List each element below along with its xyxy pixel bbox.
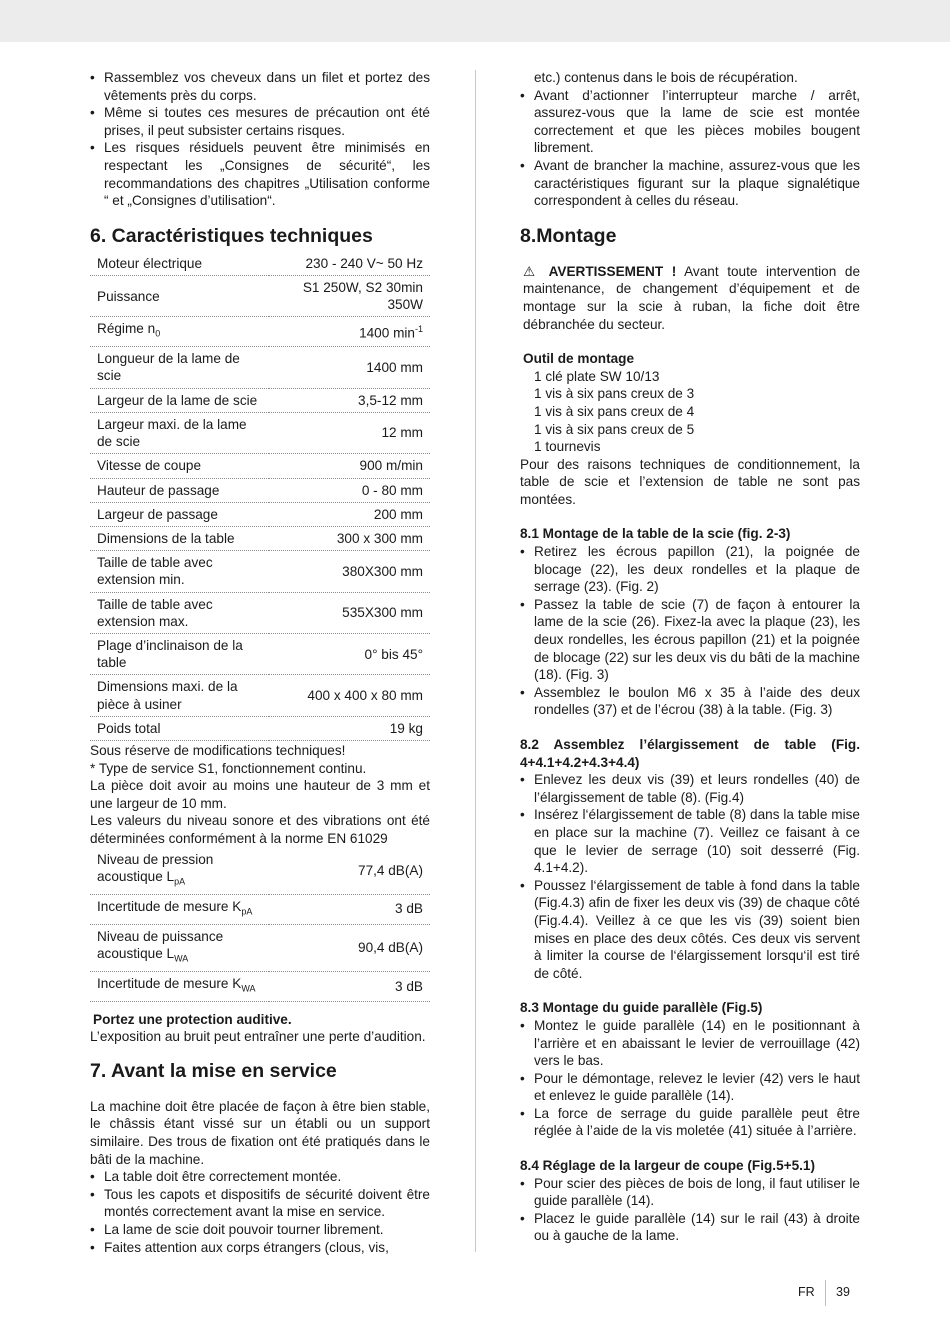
list-item: • La table doit être correctement montée. <box>90 1168 430 1186</box>
spec-label-text: Régime n <box>97 321 156 337</box>
table-row <box>90 252 430 276</box>
table-row <box>90 675 430 716</box>
spec-value: S1 250W, S2 30min 350W <box>269 275 430 316</box>
spec-label: Vitesse de coupe <box>90 454 269 478</box>
list-item: • Avant de brancher la machine, assurez-vous que les caractéristiques figurant sur la plaque signalétique correspondent à celles du réseau. <box>520 157 860 210</box>
section-7-title: 7. Avant la mise en service <box>90 1059 337 1082</box>
list-item: • Montez le guide parallèle (14) en le positionnant à l’arrière et en abaissant le levier de verrouillage (42) vers le bas. <box>520 1017 860 1070</box>
noise-label-text: Niveau de puissance acoustique L <box>97 928 224 961</box>
right-column <box>520 69 860 1245</box>
list-item: 1 vis à six pans creux de 4 <box>534 403 695 419</box>
spec-value <box>269 317 430 347</box>
spec-value: 0 - 80 mm <box>269 478 430 502</box>
spec-value: 900 m/min <box>269 454 430 478</box>
spec-label <box>90 317 269 347</box>
warning-text: Avant toute intervention de maintenance, de changement d’équipement et de montage sur la scie à ruban, la fiche doit être débranchée du secteur. <box>523 263 861 332</box>
tools-title: Outil de montage <box>523 351 635 367</box>
spec-value: 19 kg <box>269 716 430 740</box>
list-item: • La lame de scie doit pouvoir tourner librement. <box>90 1221 430 1239</box>
spec-label: Taille de table avec extension min. <box>90 551 269 592</box>
list-item: • Enlevez les deux vis (39) et leurs rondelles (40) de l’élargissement de table (8). (Fig.4) <box>520 771 860 806</box>
section-8-4-bullet-list <box>520 1175 860 1245</box>
list-item: • Tous les capots et dispositifs de sécurité doivent être montés correctement avant la mise en service. <box>90 1186 430 1221</box>
noise-value: 90,4 dB(A) <box>269 924 430 971</box>
noise-label-text: Incertitude de mesure K <box>97 975 242 991</box>
noise-label <box>90 894 269 924</box>
spec-value: 200 mm <box>269 502 430 526</box>
warning-icon: ⚠ <box>523 263 540 279</box>
noise-value: 3 dB <box>269 894 430 924</box>
language-code: FR <box>798 1285 815 1299</box>
header-band <box>0 0 950 42</box>
spec-table <box>90 252 430 741</box>
list-item: • Avant d’actionner l’interrupteur marche / arrêt, assurez-vous que la lame de scie est montée correctement et que les pièces mobiles bougent librement. <box>520 87 860 157</box>
spec-value: 535X300 mm <box>269 592 430 633</box>
noise-label-subscript: WA <box>241 983 256 994</box>
page-number: 39 <box>836 1285 850 1299</box>
note-service: * Type de service S1, fonctionnement continu. <box>90 760 367 776</box>
list-item: 1 vis à six pans creux de 5 <box>534 421 695 437</box>
column-divider <box>475 70 476 1252</box>
list-item: • Pour le démontage, relevez le levier (42) vers le haut et enlevez le guide parallèle (14). <box>520 1070 860 1105</box>
table-row <box>90 275 430 316</box>
note-noise: Les valeurs du niveau sonore et des vibrations ont été déterminées conformément à la norme EN 61029 <box>90 813 430 846</box>
list-item: • La force de serrage du guide parallèle peut être réglée à l’aide de la vis moletée (41) située à l’arrière. <box>520 1105 860 1140</box>
spec-label: Dimensions de la table <box>90 526 269 550</box>
table-row <box>90 502 430 526</box>
protection-text: L’exposition au bruit peut entraîner une perte d’audition. <box>90 1029 426 1045</box>
noise-table <box>90 848 430 1002</box>
spec-label: Longueur de la lame de scie <box>90 347 269 388</box>
warning-paragraph <box>520 263 860 333</box>
section-8-1-title: 8.1 Montage de la table de la scie (fig. 2-3) <box>520 526 791 542</box>
spec-label: Largeur de passage <box>90 502 269 526</box>
section-8-2-title: 8.2 Assemblez l’élargissement de table (Fig. 4+4.1+4.2+4.3+4.4) <box>520 737 860 770</box>
table-row <box>90 478 430 502</box>
table-row <box>90 551 430 592</box>
spec-label: Puissance <box>90 275 269 316</box>
section-8-3-title: 8.3 Montage du guide parallèle (Fig.5) <box>520 1000 763 1016</box>
spec-value: 230 - 240 V~ 50 Hz <box>269 252 430 276</box>
left-column <box>90 69 430 1256</box>
spec-value: 3,5-12 mm <box>269 388 430 412</box>
section-8-1-bullet-list <box>520 543 860 719</box>
noise-value: 3 dB <box>269 971 430 1001</box>
table-row <box>90 526 430 550</box>
spec-value: 1400 mm <box>269 347 430 388</box>
table-row <box>90 716 430 740</box>
table-row <box>90 347 430 388</box>
noise-value: 77,4 dB(A) <box>269 848 430 895</box>
noise-label-subscript: pA <box>174 876 186 887</box>
list-item: 1 vis à six pans creux de 3 <box>534 386 695 402</box>
list-item: • Même si toutes ces mesures de précaution ont été prises, il peut subsister certains risques. <box>90 104 430 139</box>
spec-label-subscript: 0 <box>155 329 161 340</box>
footer-divider <box>825 1280 826 1306</box>
spec-value: 380X300 mm <box>269 551 430 592</box>
section-8-4-title: 8.4 Réglage de la largeur de coupe (Fig.5+5.1) <box>520 1158 816 1174</box>
spec-label: Largeur maxi. de la lame de scie <box>90 412 269 453</box>
noise-label <box>90 971 269 1001</box>
list-item: • Placez le guide parallèle (14) sur le rail (43) à droite ou à gauche de la lame. <box>520 1210 860 1245</box>
spec-label: Hauteur de passage <box>90 478 269 502</box>
table-row <box>90 971 430 1001</box>
section-7-bullet-list <box>90 1168 430 1256</box>
noise-label-text: Niveau de pression acoustique L <box>97 851 214 884</box>
table-row <box>90 924 430 971</box>
section-8-title: 8.Montage <box>520 224 617 247</box>
noise-label-subscript: pA <box>241 906 253 917</box>
table-row <box>90 412 430 453</box>
tools-note: Pour des raisons techniques de conditionnement, la table de scie et l’extension de table ne sont pas montées. <box>520 456 860 507</box>
list-item: • Pour scier des pièces de bois de long, il faut utiliser le guide parallèle (14). <box>520 1175 860 1210</box>
table-row <box>90 848 430 895</box>
continued-text: etc.) contenus dans le bois de récupération. <box>534 70 798 85</box>
spec-label: Taille de table avec extension max. <box>90 592 269 633</box>
spec-value: 300 x 300 mm <box>269 526 430 550</box>
spec-label: Plage d’inclinaison de la table <box>90 633 269 674</box>
spec-label: Dimensions maxi. de la pièce à usiner <box>90 675 269 716</box>
list-item: • Rassemblez vos cheveux dans un filet et portez des vêtements près du corps. <box>90 69 430 104</box>
list-item: • Insérez l‘élargissement de table (8) dans la table mise en place sur la machine (7). Veillez ce faisant à ce que le levier de serrage (10) soit desserré (Fig. 4.1+4.2). <box>520 806 860 876</box>
noise-label <box>90 924 269 971</box>
spec-value: 0° bis 45° <box>269 633 430 674</box>
spec-value: 400 x 400 x 80 mm <box>269 675 430 716</box>
table-row <box>90 894 430 924</box>
spec-value: 12 mm <box>269 412 430 453</box>
section-7-text: La machine doit être placée de façon à être bien stable, le châssis étant vissé sur un établi ou un support similaire. Des trous de fixation ont été pratiqués dans le bâti de la machine. <box>90 1098 430 1167</box>
list-item: • Assemblez le boulon M6 x 35 à l’aide des deux rondelles (37) et de l’écrou (38) à la table. (Fig. 3) <box>520 684 860 719</box>
list-item: • Passez la table de scie (7) de façon à entourer la lame de la scie (26). Fixez-la avec la plaque (23), les deux rondelles, les écrous papillon (21) et la poignée de blocage (22) sur les deux vis du bâti de la machine (18). (Fig. 3) <box>520 596 860 684</box>
noise-label <box>90 848 269 895</box>
spec-value-text: 1400 min <box>359 325 415 341</box>
noise-label-subscript: WA <box>174 953 189 964</box>
list-item: • Poussez l‘élargissement de table à fond dans la table (Fig.4.3) afin de fixer les deux vis (39) de chaque côté (Fig.4.4). Veillez à ce que les vis (39) soient bien mises en place des deux côtés. Ces deux vis servent à limiter la course de l‘élargissement lorsqu‘il est tiré de côté. <box>520 877 860 983</box>
note-reserve: Sous réserve de modifications techniques! <box>90 742 346 758</box>
tools-list <box>520 368 860 456</box>
intro-bullet-list <box>90 69 430 210</box>
protection-title: Portez une protection auditive. <box>93 1011 292 1027</box>
list-item: • Faites attention aux corps étrangers (clous, vis, <box>90 1239 430 1257</box>
list-item: 1 clé plate SW 10/13 <box>534 368 660 384</box>
spec-label: Largeur de la lame de scie <box>90 388 269 412</box>
table-row <box>90 317 430 347</box>
table-row <box>90 592 430 633</box>
note-piece: La pièce doit avoir au moins une hauteur de 3 mm et une largeur de 10 mm. <box>90 778 430 811</box>
table-row <box>90 388 430 412</box>
table-row <box>90 454 430 478</box>
noise-label-text: Incertitude de mesure K <box>97 898 242 914</box>
spec-value-superscript: -1 <box>414 324 423 335</box>
section-8-2-bullet-list <box>520 771 860 982</box>
section-8-3-bullet-list <box>520 1017 860 1140</box>
list-item: • Retirez les écrous papillon (21), la poignée de blocage (22), les deux rondelles et la plaque de serrage (23). (Fig. 2) <box>520 543 860 596</box>
list-item: • Les risques résiduels peuvent être minimisés en respectant les „Consignes de sécurité“, les recommandations des chapitres „Utilisation conforme “ et „Consignes d’utilisation“. <box>90 139 430 209</box>
spec-label: Moteur électrique <box>90 252 269 276</box>
warning-label: AVERTISSEMENT ! <box>548 263 677 279</box>
section-6-title: 6. Caractéristiques techniques <box>90 224 373 247</box>
spec-label: Poids total <box>90 716 269 740</box>
table-row <box>90 633 430 674</box>
list-item: 1 tournevis <box>534 439 601 455</box>
continued-bullet-list <box>520 87 860 210</box>
